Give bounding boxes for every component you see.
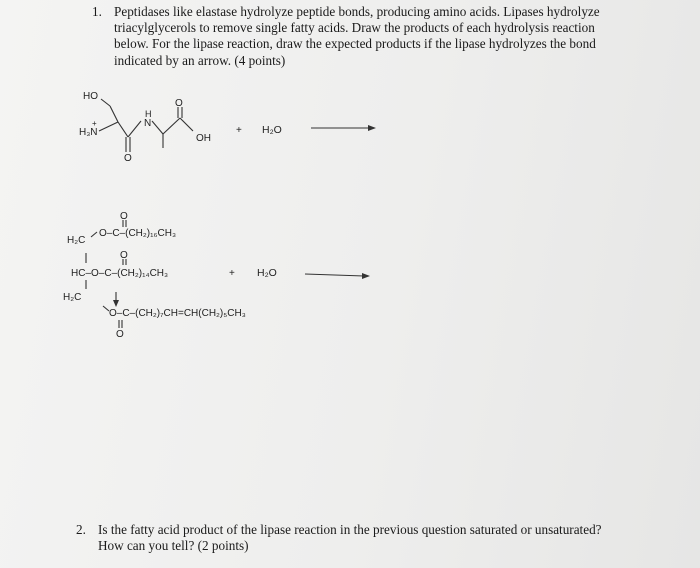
ester-1-label: O–C–(CH₂)₁₆CH₃ [99, 228, 177, 239]
question-1-number: 1. [92, 4, 102, 19]
glycerol-c3-label: H₂C [63, 292, 82, 303]
amide-n-label: N [144, 118, 152, 129]
reaction-1-arrow [311, 125, 376, 131]
reaction-2-plus: + [229, 268, 235, 279]
question-1-line-1: Peptidases like elastase hydrolyze peptide bonds, producing amino acids. Lipases hydrolyze [114, 4, 600, 19]
ester-3-label: O–C–(CH₂)₇CH=CH(CH₂)₅CH₃ [109, 308, 246, 319]
reaction-1-water: H₂O [262, 124, 282, 136]
reaction-2-arrow [305, 273, 370, 279]
question-2-number: 2. [76, 522, 86, 537]
h3n-label: H₃N [79, 127, 98, 138]
question-2 [76, 522, 694, 554]
amide-h-label: H [145, 109, 152, 119]
hydrolysis-target-arrow [113, 292, 119, 307]
carboxyl-o-label: O [175, 98, 183, 109]
oh-label: OH [196, 133, 211, 144]
reaction-2-water: H₂O [257, 267, 277, 279]
question-1-line-3: below. For the lipase reaction, draw the expected products if the lipase hydrolyzes the bond [114, 36, 596, 52]
reaction-1-plus: + [236, 125, 242, 136]
question-2-line-1: Is the fatty acid product of the lipase reaction in the previous question saturated or unsaturated? [98, 522, 602, 537]
ester-3-o-label: O [116, 329, 124, 340]
question-1-line-2: triacylglycerols to remove single fatty acids. Draw the products of each hydrolysis reaction [114, 20, 595, 36]
ester-2-o-label: O [120, 250, 128, 261]
positive-charge-label: + [92, 119, 97, 128]
carbonyl-o-label: O [124, 153, 132, 164]
glycerol-c1-label: H₂C [67, 235, 86, 246]
question-2-line-2: How can you tell? (2 points) [98, 538, 249, 554]
question-1-line-4: indicated by an arrow. (4 points) [114, 52, 286, 68]
glycerol-c2-ester-label: HC–O–C–(CH₂)₁₄CH₃ [71, 268, 169, 279]
ester-1-o-label: O [120, 211, 128, 222]
ho-label: HO [83, 91, 98, 102]
